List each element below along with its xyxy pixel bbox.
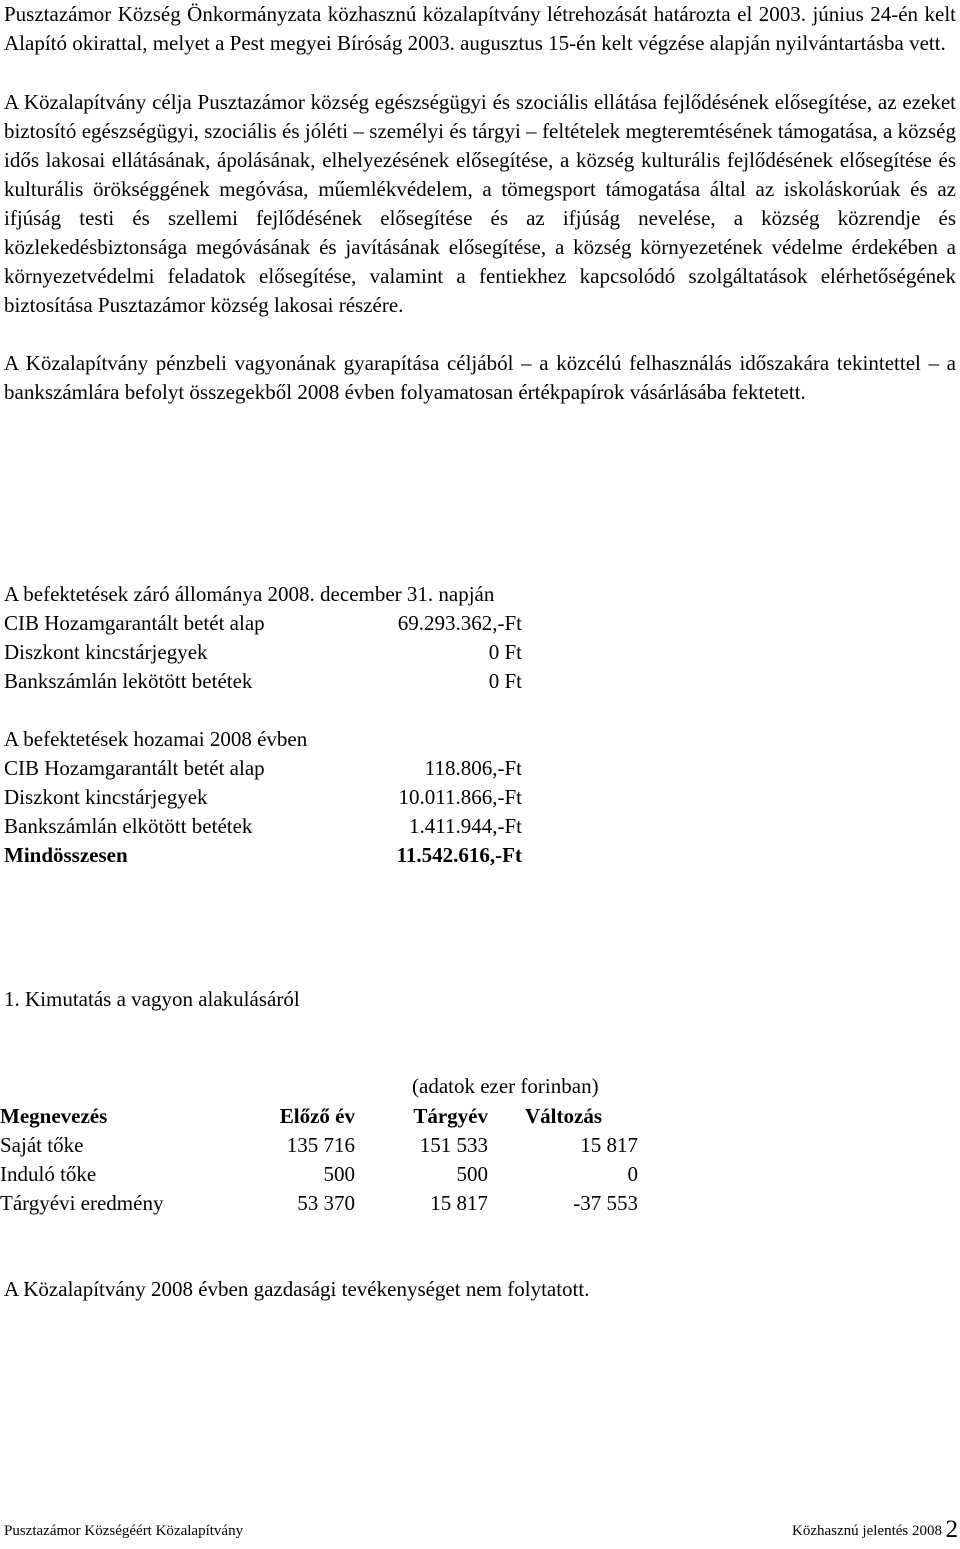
table-row — [0, 1131, 638, 1160]
table-row — [0, 1189, 638, 1218]
page-number: 2 — [945, 1516, 958, 1543]
closing-row-value: 0 Ft — [488, 669, 522, 693]
table-cell: 500 — [323, 1162, 355, 1186]
final-note: A Közalapítvány 2008 évben gazdasági tevékenységet nem folytatott. — [4, 1277, 590, 1301]
yield-row-value: 118.806,-Ft — [424, 756, 522, 780]
closing-row — [4, 638, 522, 667]
table-cell: 53 370 — [297, 1191, 355, 1215]
yield-row-label: Diszkont kincstárjegyek — [4, 785, 208, 809]
table-cell: Tárgyévi eredmény — [0, 1191, 164, 1215]
closing-row-value: 0 Ft — [488, 640, 522, 664]
yield-row-value: 10.011.866,-Ft — [398, 785, 522, 809]
asset-table — [0, 1102, 638, 1218]
yield-row-label: Bankszámlán elkötött betétek — [4, 814, 253, 838]
yields-section — [4, 725, 522, 870]
table-cell: Saját tőke — [0, 1133, 84, 1157]
table-cell: 151 533 — [419, 1133, 488, 1157]
yields-title: A befektetések hozamai 2008 évben — [4, 727, 308, 751]
table-header-cell: Előző év — [279, 1104, 355, 1128]
closing-row-label: Bankszámlán lekötött betétek — [4, 669, 253, 693]
table-cell: 0 — [627, 1162, 638, 1186]
yield-total-value: 11.542.616,-Ft — [396, 843, 522, 867]
closing-row-value: 69.293.362,-Ft — [397, 611, 522, 635]
closing-row — [4, 667, 522, 696]
purpose-paragraph: A Közalapítvány célja Pusztazámor község egészségügyi és szociális ellátása fejlődésének elősegítése, az ezeket biztosító egészségügyi, szociális és jóléti – személyi és tárgyi – feltételek megteremtésének támogatása, a község idős lakosai ellátásának, ápolásának, elhelyezésének elősegítése, a község kulturális fejlődésének elősegítése és kulturális örökséggének megóvása, műemlékvédelem, a tömegsport támogatása által az iskoláskorúak és az ifjúság testi és szellemi fejlődésének elősegítése és az ifjúság nevelése, a község közrendje és közlekedésbiztonsága megóvásának és javításának elősegítése, a község környezetének védelme érdekében a környezetvédelmi feladatok elősegítése, valamint a fentiekhez kapcsolódó szolgáltatások elérhetőségének biztosítása Pusztazámor község lakosai részére. — [4, 90, 956, 317]
yield-row-value: 1.411.944,-Ft — [409, 814, 522, 838]
investment-paragraph: A Közalapítvány pénzbeli vagyonának gyarapítása céljából – a közcélú felhasználás időszakára tekintettel – a bankszámlára befolyt összegekből 2008 évben folyamatosan értékpapírok vásárlásába fektetett. — [4, 351, 956, 404]
unit-note: (adatok ezer forinban) — [412, 1074, 599, 1098]
table-cell: 15 817 — [580, 1133, 638, 1157]
closing-row-label: CIB Hozamgarantált betét alap — [4, 611, 265, 635]
yield-row — [4, 812, 522, 841]
yield-total-label: Mindösszesen — [4, 843, 128, 867]
table-header-row — [0, 1102, 638, 1131]
yield-row-label: CIB Hozamgarantált betét alap — [4, 756, 265, 780]
table-row — [0, 1160, 638, 1189]
table-cell: 135 716 — [286, 1133, 355, 1157]
closing-balance-title: A befektetések záró állománya 2008. december 31. napján — [4, 582, 495, 606]
table-cell: 500 — [456, 1162, 488, 1186]
table-cell: Induló tőke — [0, 1162, 97, 1186]
yield-total-row — [4, 841, 522, 870]
closing-balance-section — [4, 580, 522, 696]
yield-row — [4, 754, 522, 783]
table-header-cell: Megnevezés — [0, 1104, 108, 1128]
footer-organization: Pusztazámor Községéért Közalapítvány — [4, 1523, 244, 1539]
table-header-cell: Változás — [525, 1104, 602, 1128]
section-heading: 1. Kimutatás a vagyon alakulásáról — [4, 987, 300, 1011]
intro-paragraph: Pusztazámor Község Önkormányzata közhasznú közalapítvány létrehozását határozta el 2003. június 24-én kelt Alapító okirattal, melyet a Pest megyei Bíróság 2003. augusztus 15-én kelt végzése alapján nyilvántartásba vett. — [4, 2, 956, 55]
closing-row — [4, 609, 522, 638]
table-cell: 15 817 — [430, 1191, 488, 1215]
closing-row-label: Diszkont kincstárjegyek — [4, 640, 208, 664]
table-header-cell: Tárgyév — [413, 1104, 488, 1128]
table-cell: -37 553 — [573, 1191, 638, 1215]
yield-row — [4, 783, 522, 812]
footer-report-title: Közhasznú jelentés 2008 — [792, 1523, 942, 1539]
